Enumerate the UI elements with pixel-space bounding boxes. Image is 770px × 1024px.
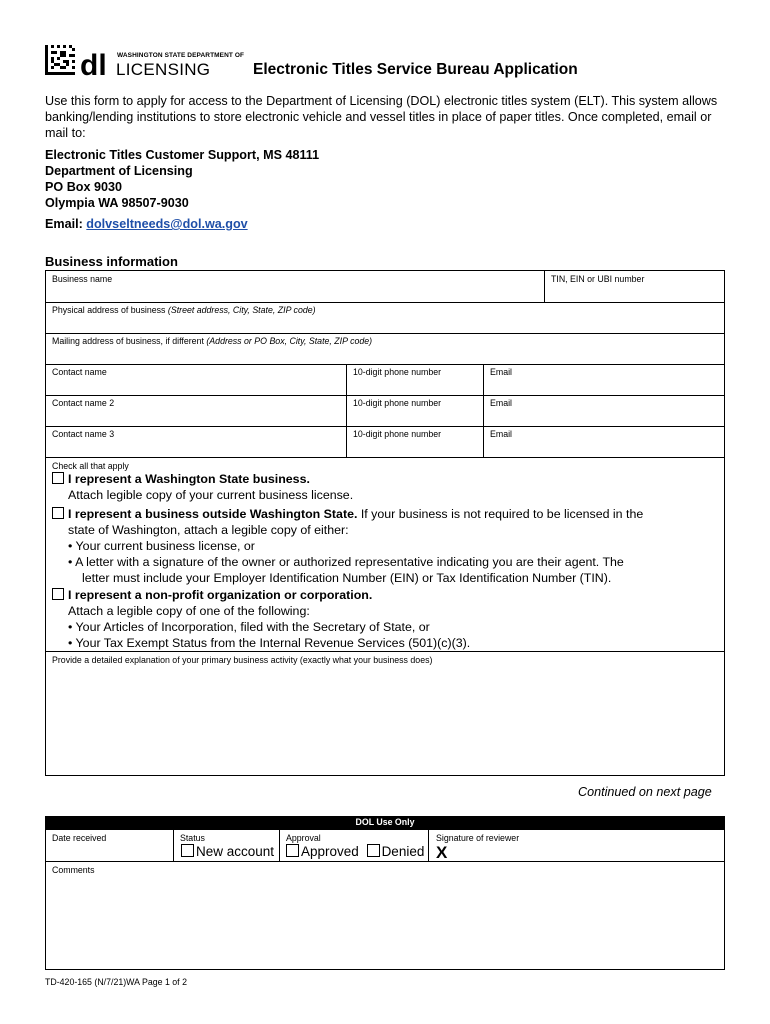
contact-phone-3-field[interactable]: 10-digit phone number [353, 429, 442, 439]
contact-email-3-field[interactable]: Email [490, 429, 512, 439]
option-1-note: Attach legible copy of your current business license. [68, 488, 354, 502]
mailing-address-field[interactable] [52, 336, 372, 346]
contact-name-field[interactable]: Contact name [52, 367, 107, 377]
check-all-label: Check all that apply [52, 461, 129, 471]
option-2-bullet-2: • A letter with a signature of the owner or authorized representative indicating you are their agent. The [68, 555, 624, 569]
address-line-4: Olympia WA 98507-9030 [45, 196, 189, 210]
option-3-heading: I represent a non-profit organization or corporation. [68, 588, 373, 602]
intro-text: Use this form to apply for access to the Department of Licensing (DOL) electronic titles system (ELT). This system allows banking/lending institutions to store electronic vehicle and vessel titles in place of paper titles. Once completed, email or mail to: [45, 94, 718, 140]
date-received-field[interactable]: Date received [52, 833, 107, 843]
mailing-address [45, 147, 319, 211]
business-name-field[interactable]: Business name [52, 274, 113, 284]
agency-name-small: WASHINGTON STATE DEPARTMENT OF [117, 52, 245, 59]
washington-business-checkbox[interactable] [52, 472, 64, 484]
address-line-1: Electronic Titles Customer Support, MS 48111 [45, 148, 320, 162]
denied-label: Denied [381, 844, 425, 859]
status-new-account [181, 844, 274, 859]
physical-address-hint: (Street address, City, State, ZIP code) [167, 305, 316, 315]
tin-field[interactable]: TIN, EIN or UBI number [551, 274, 645, 284]
contact-email-field[interactable]: Email [490, 367, 512, 377]
email-link[interactable]: dolvseltneeds@dol.wa.gov [86, 217, 248, 231]
option-3-note: Attach a legible copy of one of the following: [68, 604, 310, 618]
status-label: Status [180, 833, 205, 843]
approved-checkbox[interactable] [286, 844, 299, 857]
dol-use-only-bar: DOL Use Only [45, 816, 725, 829]
comments-field[interactable]: Comments [52, 865, 95, 875]
option-2-bullet-2-cont: letter must include your Employer Identification Number (EIN) or Tax Identification Number (TIN). [82, 571, 612, 585]
option-2-line-2: state of Washington, attach a legible copy of either: [68, 523, 349, 537]
option-2-note: If your business is not required to be licensed in the [357, 507, 644, 521]
business-activity-field[interactable]: Provide a detailed explanation of your primary business activity (exactly what your business does) [52, 655, 433, 665]
option-1-heading: I represent a Washington State business. [68, 472, 310, 486]
svg-text:dl: dl [80, 49, 107, 78]
option-3-bullet-1: • Your Articles of Incorporation, filed with the Secretary of State, or [68, 620, 430, 634]
form-title: Electronic Titles Service Bureau Application [253, 61, 578, 78]
data-matrix-code-icon [45, 44, 75, 76]
mailing-address-label: Mailing address of business, if different [52, 336, 204, 346]
option-outside-washington [52, 506, 732, 586]
outside-washington-checkbox[interactable] [52, 507, 64, 519]
approved-label: Approved [301, 844, 359, 859]
contact-email-2-field[interactable]: Email [490, 398, 512, 408]
address-line-2: Department of Licensing [45, 164, 193, 178]
agency-name-big: LICENSING [116, 60, 211, 79]
approval-label: Approval [286, 833, 321, 843]
form-number-footer: TD-420-165 (N/7/21)WA Page 1 of 2 [45, 977, 187, 987]
address-line-3: PO Box 9030 [45, 180, 123, 194]
section-title-business: Business information [45, 254, 178, 269]
option-3-bullet-2: • Your Tax Exempt Status from the Internal Revenue Services (501)(c)(3). [68, 636, 471, 650]
contact-phone-2-field[interactable]: 10-digit phone number [353, 398, 442, 408]
approval-options [286, 844, 424, 859]
option-washington-business [52, 471, 732, 503]
mailing-address-hint: (Address or PO Box, City, State, ZIP code) [206, 336, 373, 346]
denied-checkbox[interactable] [367, 844, 380, 857]
new-account-checkbox[interactable] [181, 844, 194, 857]
new-account-label: New account [196, 844, 275, 859]
email-line [45, 217, 248, 231]
contact-phone-field[interactable]: 10-digit phone number [353, 367, 442, 377]
dol-logo-icon [80, 46, 116, 78]
continued-note: Continued on next page [578, 785, 712, 799]
non-profit-checkbox[interactable] [52, 588, 64, 600]
signature-of-reviewer-label: Signature of reviewer [436, 833, 520, 843]
signature-x-mark[interactable]: X [436, 843, 448, 862]
option-non-profit [52, 587, 732, 651]
email-label: Email: [45, 217, 83, 231]
option-2-bullet-1: • Your current business license, or [68, 539, 255, 553]
physical-address-field[interactable] [52, 305, 316, 315]
contact-name-3-field[interactable]: Contact name 3 [52, 429, 115, 439]
physical-address-label: Physical address of business [52, 305, 166, 315]
contact-name-2-field[interactable]: Contact name 2 [52, 398, 115, 408]
option-2-heading: I represent a business outside Washington State. [68, 507, 358, 521]
